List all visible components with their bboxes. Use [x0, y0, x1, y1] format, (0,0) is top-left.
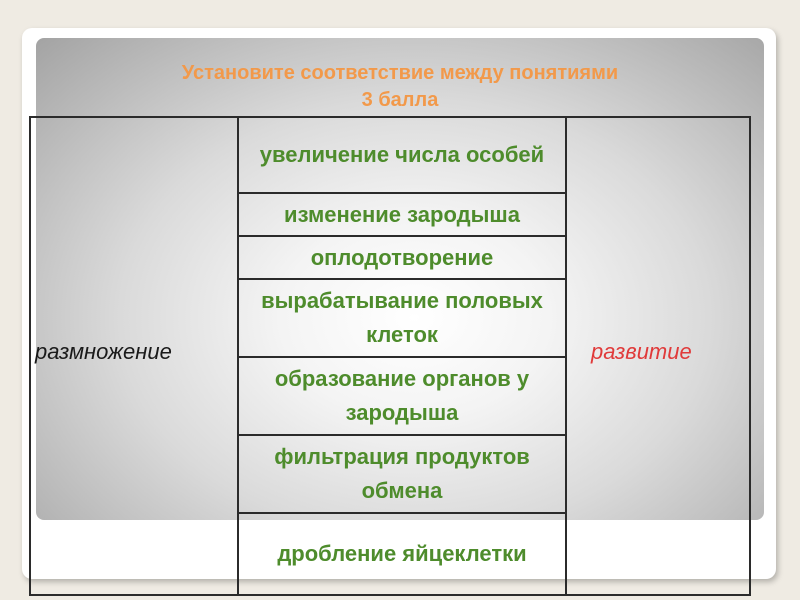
item-cell: образование органов у зародыша	[238, 357, 566, 435]
item-cell: оплодотворение	[238, 236, 566, 279]
matching-table	[29, 116, 751, 596]
right-concept-cell	[566, 117, 750, 595]
left-concept-label: размножение	[35, 339, 172, 364]
item-cell: изменение зародыша	[238, 193, 566, 236]
item-cell: фильтрация продуктов обмена	[238, 435, 566, 513]
table-row	[30, 117, 750, 193]
item-cell: дробление яйцеклетки	[238, 513, 566, 595]
title-line-1: Установите соответствие между понятиями	[181, 62, 619, 84]
left-concept-cell	[30, 117, 238, 595]
slide-title	[36, 60, 764, 114]
item-cell: увеличение числа особей	[238, 117, 566, 193]
right-concept-label: развитие	[591, 339, 692, 364]
title-line-2: 3 балла	[361, 89, 439, 111]
item-cell: вырабатывание половых клеток	[238, 279, 566, 357]
